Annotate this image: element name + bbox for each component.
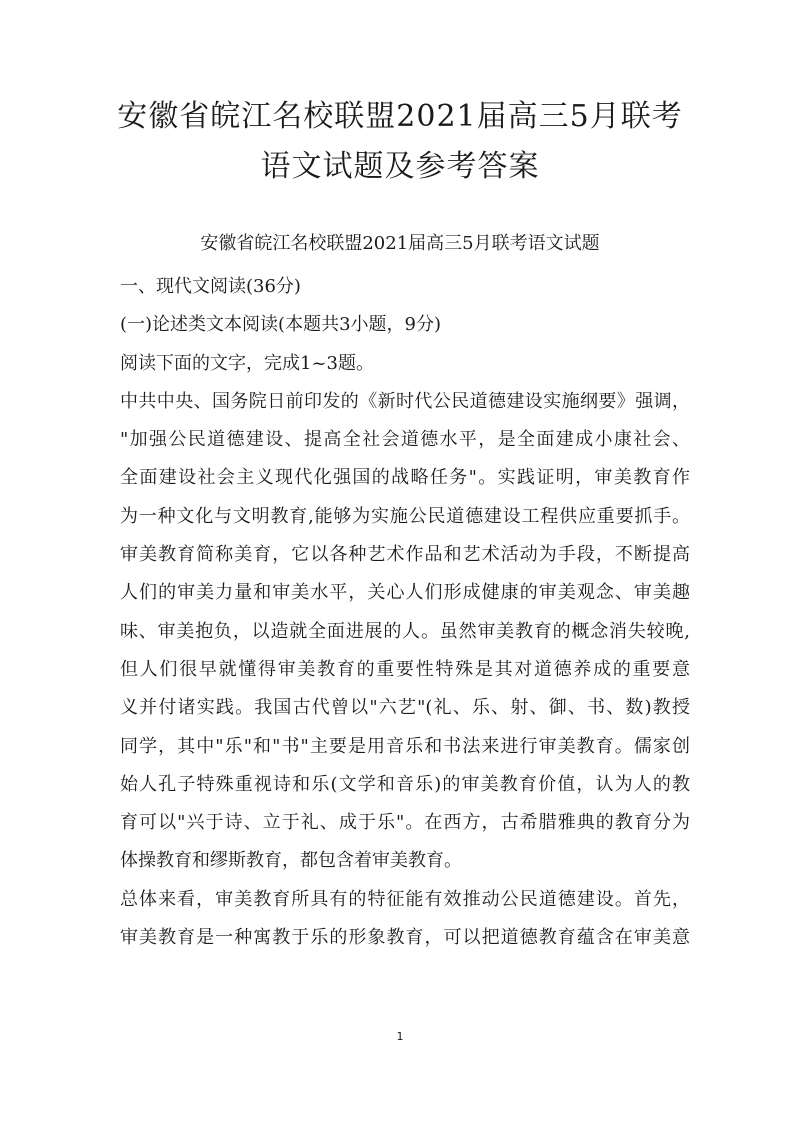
- document-title: [0, 92, 800, 192]
- section-heading: 一、现代文阅读(36分): [120, 276, 301, 297]
- document-subtitle: 安徽省皖江名校联盟2021届高三5月联考语文试题: [200, 233, 600, 254]
- page-number: 1: [396, 1030, 404, 1043]
- instruction-line: 阅读下面的文字，完成1~3题。: [120, 352, 374, 374]
- paragraph-line: 同学，其中"乐"和"书"主要是用音乐和书法来进行审美教育。儒家创: [120, 735, 690, 757]
- paragraph-line: 人们的审美力量和审美水平，关心人们形成健康的审美观念、审美趣: [120, 582, 690, 604]
- paragraph-line: 育可以"兴于诗、立于礼、成于乐"。在西方，古希腊雅典的教育分为: [120, 812, 690, 834]
- title-line-2: 语文试题及参考答案: [260, 149, 540, 184]
- paragraph-line: 审美教育简称美育，它以各种艺术作品和艺术活动为手段，不断提高: [120, 544, 690, 566]
- body-text: [120, 268, 690, 957]
- title-line-1: 安徽省皖江名校联盟2021届高三5月联考: [117, 99, 683, 134]
- paragraph-line: "加强公民道德建设、提高全社会道德水平，是全面建成小康社会、: [120, 429, 690, 451]
- paragraph-line: 总体来看，审美教育所具有的特征能有效推动公民道德建设。首先，: [120, 888, 690, 910]
- paragraph-line: 审美教育是一种寓教于乐的形象教育，可以把道德教育蕴含在审美意: [120, 927, 690, 949]
- paragraph-line: 义并付诸实践。我国古代曾以"六艺"(礼、乐、射、御、书、数)教授: [120, 697, 690, 719]
- paragraph-line: 但人们很早就懂得审美教育的重要性特殊是其对道德养成的重要意: [120, 658, 690, 680]
- paragraph-line: 全面建设社会主义现代化强国的战略任务"。实践证明，审美教育作: [120, 467, 690, 489]
- paragraph-line: 为一种文化与文明教育,能够为实施公民道德建设工程供应重要抓手。: [120, 505, 690, 527]
- paragraph-line: 体操教育和缪斯教育，都包含着审美教育。: [120, 850, 462, 872]
- subsection-heading: (一)论述类文本阅读(本题共3小题，9分): [120, 314, 441, 336]
- paragraph-line: 始人孔子特殊重视诗和乐(文学和音乐)的审美教育价值，认为人的教: [120, 773, 690, 795]
- paragraph-line: 中共中央、国务院日前印发的《新时代公民道德建设实施纲要》强调，: [120, 390, 690, 412]
- paragraph-line: 味、审美抱负，以造就全面进展的人。虽然审美教育的概念消失较晚,: [120, 620, 690, 642]
